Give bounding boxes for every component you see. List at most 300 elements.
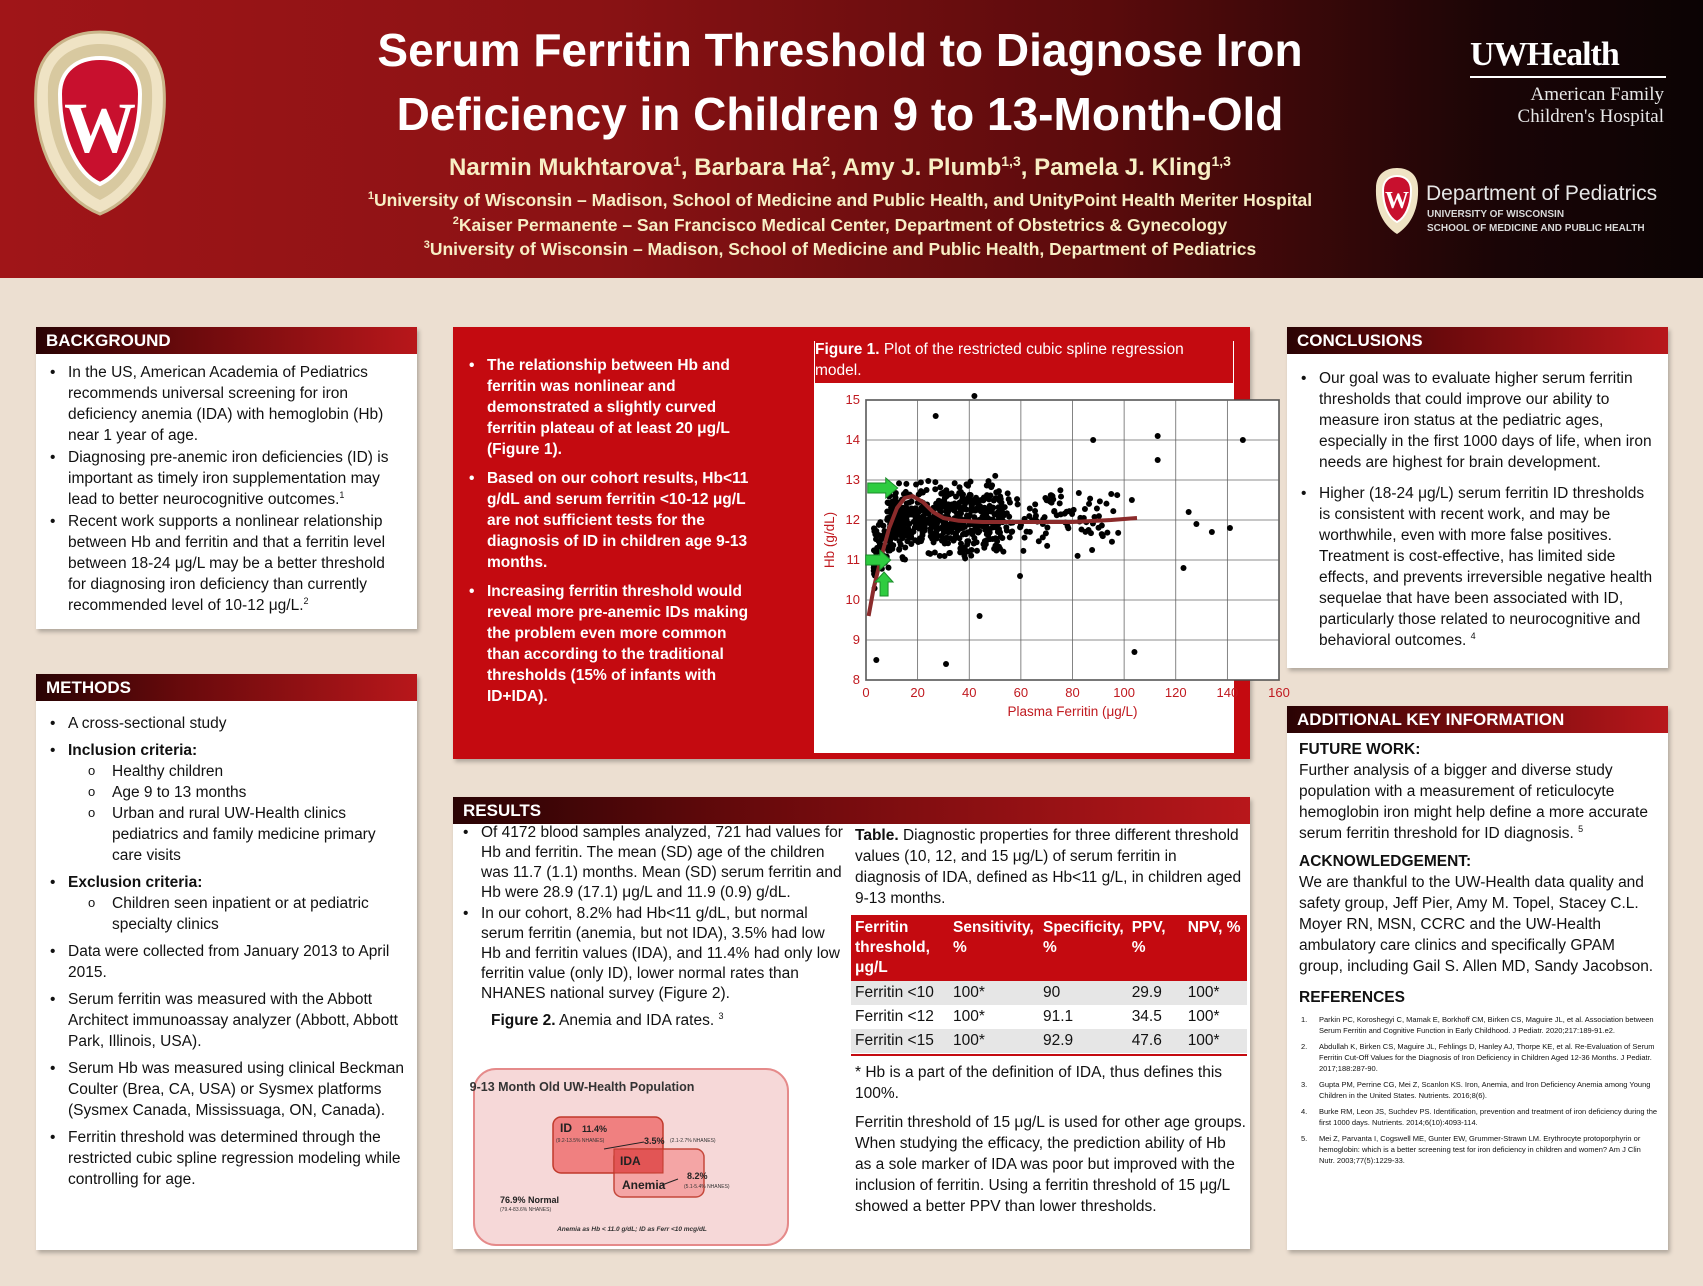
scatter-point	[977, 504, 983, 510]
reference-item	[1299, 1014, 1658, 1036]
background-body	[36, 354, 417, 616]
scatter-point	[1115, 530, 1121, 536]
hospital-line-1: American Family	[1530, 84, 1664, 105]
scatter-point	[971, 393, 977, 399]
scatter-point	[957, 484, 963, 490]
scatter-point	[1033, 513, 1039, 519]
author: Pamela J. Kling	[1034, 154, 1212, 181]
id-pct: 11.4%	[582, 1124, 608, 1134]
reference-item	[1299, 1133, 1658, 1166]
scatter-point	[908, 535, 914, 541]
background-heading: BACKGROUND	[36, 327, 417, 354]
citation-sup: 3	[718, 1010, 724, 1021]
scatter-point	[933, 501, 939, 507]
x-axis-label: Plasma Ferritin (μg/L)	[1007, 704, 1138, 719]
anemia-nhanes: (5.1-5.4% NHANES)	[684, 1184, 730, 1190]
scatter-point	[974, 539, 980, 545]
scatter-point	[912, 525, 918, 531]
scatter-point	[925, 478, 931, 484]
figure2-footer: Anemia as Hb < 11.0 g/dL; ID as Ferr <10 mcg/dL	[557, 1226, 707, 1233]
normal-pct: 76.9% Normal	[500, 1195, 560, 1205]
exclusion-list	[84, 893, 407, 935]
list-item-text: A cross-sectional study	[68, 715, 227, 732]
table-caption-label: Table.	[855, 827, 899, 844]
reference-text: Parkin PC, Koroshegyi C, Mamak E, Borkhoff CM, Birken CS, Maguire JL, et al. Association between Serum Ferritin and Cognitive Function in Early Childhood. J Pediatr. 2020;217:189-91.e2.	[1319, 1015, 1654, 1035]
normal-nhanes: (79.4-83.6% NHANES)	[500, 1207, 552, 1213]
scatter-point	[1020, 548, 1026, 554]
scatter-point	[1075, 553, 1081, 559]
table-header: Specificity, %	[1039, 915, 1128, 981]
reference-number: 1.	[1301, 1015, 1308, 1024]
scatter-point	[1066, 508, 1072, 514]
scatter-point	[1017, 573, 1023, 579]
id-label: ID	[560, 1121, 572, 1135]
table-cell: 100*	[949, 1029, 1039, 1053]
scatter-point	[969, 547, 975, 553]
scatter-point	[977, 613, 983, 619]
references-list	[1299, 1014, 1658, 1166]
scatter-point	[942, 523, 948, 529]
hospital-name	[1470, 84, 1670, 128]
scatter-point	[932, 486, 938, 492]
scatter-point	[915, 514, 921, 520]
scatter-point	[957, 545, 963, 551]
background-panel	[36, 327, 417, 629]
list-item: • In our cohort, 8.2% had Hb<11 g/dL, but normal serum ferritin (anemia, but not IDA), 3.5% had low Hb and ferritin values (IDA), and 11.4% had only low ferritin value (only ID), lower normal rates than NHANES national survey (Figure 2).	[461, 904, 845, 1004]
exclusion-label: Exclusion criteria:	[68, 874, 203, 891]
dept-name: Department of Pediatrics	[1426, 182, 1658, 205]
scatter-point	[893, 521, 899, 527]
scatter-point	[1003, 524, 1009, 530]
scatter-point	[902, 545, 908, 551]
scatter-point	[1097, 498, 1103, 504]
conclusions-heading: CONCLUSIONS	[1287, 327, 1668, 354]
poster-title	[250, 18, 1430, 146]
results-heading: RESULTS	[453, 797, 1250, 824]
table-cell: Ferritin <10	[851, 981, 949, 1005]
scatter-point	[1078, 526, 1084, 532]
references-label: REFERENCES	[1299, 989, 1405, 1006]
additional-info-panel	[1287, 706, 1668, 1250]
scatter-point	[918, 505, 924, 511]
scatter-point	[1114, 492, 1120, 498]
author: Narmin Mukhtarova	[449, 154, 674, 181]
scatter-point	[998, 496, 1004, 502]
reference-text: Abdullah K, Birken CS, Maguire JL, Fehlings D, Hanley AJ, Thorpe KE, et al. Re-Evaluation of Serum Ferritin Cut-Off Values for the Diagnosis of Iron Deficiency in Children Aged 12-36 Months. J Pediatr. 2017;188:287-90.	[1319, 1042, 1655, 1073]
list-item-text: Higher (18-24 μg/L) serum ferritin ID thresholds is consistent with recent work, and may be worthwhile, even with more false positives. Treatment is cost-effective, has limited side effects, and prevents irreversible negative health sequelae that have been associated with ID, particularly those related to neurocognitive and behavioral outcomes.	[1319, 485, 1653, 649]
figure2-caption	[491, 1012, 845, 1030]
results-right-column	[851, 825, 1246, 1217]
scatter-point	[1155, 433, 1161, 439]
scatter-point	[896, 480, 902, 486]
scatter-point	[918, 538, 924, 544]
scatter-point	[1087, 496, 1093, 502]
scatter-point	[1044, 543, 1050, 549]
affiliation-sup: 1	[367, 190, 374, 203]
sub-item: o Healthy children	[84, 761, 407, 782]
scatter-point	[952, 501, 958, 507]
scatter-point	[1027, 529, 1033, 535]
scatter-point	[974, 548, 980, 554]
scatter-point	[942, 553, 948, 559]
scatter-point	[1058, 494, 1064, 500]
acknowledgement-label: ACKNOWLEDGEMENT:	[1299, 853, 1472, 870]
scatter-point	[941, 500, 947, 506]
scatter-point	[887, 548, 893, 554]
results-list	[461, 823, 845, 1004]
author-sup: 2	[822, 153, 831, 169]
citation-sup: 1	[339, 489, 345, 500]
scatter-point	[999, 509, 1005, 515]
author: Amy J. Plumb	[842, 154, 1002, 181]
scatter-point	[1082, 506, 1088, 512]
scatter-point	[885, 565, 891, 571]
scatter-point	[960, 524, 966, 530]
scatter-point	[1186, 509, 1192, 515]
findings-figure-panel	[453, 327, 1290, 759]
scatter-point	[1006, 514, 1012, 520]
list-item: • Serum ferritin was measured with the Abbott Architect immunoassay analyzer (Abbott, Abbott Park, Illinois, USA).	[48, 989, 407, 1052]
affiliation-1	[250, 190, 1430, 211]
sub-item: o Children seen inpatient or at pediatric specialty clinics	[84, 893, 407, 935]
x-tick-label: 120	[1164, 685, 1187, 700]
uwhealth-wordmark: UWHealth	[1470, 36, 1619, 73]
list-item	[48, 447, 407, 510]
y-tick-label: 15	[845, 392, 860, 407]
scatter-point	[1108, 491, 1114, 497]
affiliation-2	[250, 215, 1430, 236]
y-tick-label: 9	[852, 632, 860, 647]
scatter-point	[943, 661, 949, 667]
list-item: • The relationship between Hb and ferritin was nonlinear and demonstrated a slightly curved ferritin plateau of at least 20 μg/L (Figure 1).	[467, 355, 749, 460]
logo-divider	[1470, 76, 1666, 78]
affiliation-text: Kaiser Permanente – San Francisco Medical Center, Department of Obstetrics & Gynecology	[458, 215, 1228, 235]
list-item-text: Recent work supports a nonlinear relationship between Hb and ferritin and that a ferritin level between 18-24 μg/L may be a better threshold for diagnosing iron deficiency than currently recommended level of 10-12 μg/L.	[68, 513, 386, 614]
scatter-point	[1076, 490, 1082, 496]
table-row	[851, 981, 1247, 1005]
scatter-point	[984, 492, 990, 498]
reference-text: Mei Z, Parvanta I, Cogswell ME, Gunter EW, Grummer-Strawn LM. Erythrocyte protoporphyrin or hemoglobin: which is a better screening test for iron deficiency in children and women? Am J Clin Nutr. 2003;77(5):1229-33.	[1319, 1134, 1641, 1165]
reference-number: 3.	[1301, 1080, 1308, 1089]
affiliation-text: University of Wisconsin – Madison, School of Medicine and Public Health, and UnityPoint Health Meriter Hospital	[373, 190, 1313, 210]
table-header: PPV, %	[1128, 915, 1184, 981]
scatter-point	[994, 538, 1000, 544]
dept-sub-2: SCHOOL OF MEDICINE AND PUBLIC HEALTH	[1427, 223, 1645, 234]
scatter-point	[1043, 530, 1049, 536]
table-cell: 92.9	[1039, 1029, 1128, 1053]
figure2-caption-label: Figure 2.	[491, 1012, 556, 1029]
figure1-caption-text: Plot of the restricted cubic spline regression model.	[815, 341, 1184, 379]
reference-number: 2.	[1301, 1042, 1308, 1051]
scatter-point	[961, 553, 967, 559]
scatter-point	[1094, 505, 1100, 511]
scatter-point	[972, 508, 978, 514]
table-cell: 29.9	[1128, 981, 1184, 1005]
scatter-point	[1103, 501, 1109, 507]
scatter-point	[909, 509, 915, 515]
y-tick-label: 12	[845, 512, 860, 527]
scatter-point	[960, 506, 966, 512]
list-item: • Serum Hb was measured using clinical Beckman Coulter (Brea, CA, USA) or Sysmex platforms (Sysmex Canada, Mississuaga, ON, Canada).	[48, 1058, 407, 1121]
reference-text: Gupta PM, Perrine CG, Mei Z, Scanlon KS. Iron, Anemia, and Iron Deficiency Anemia among Young Children in the United States. Nutrients. 2016;8(6).	[1319, 1080, 1651, 1100]
list-item-text: Diagnosing pre-anemic iron deficiencies (ID) is important as timely iron supplementation may lead to better neurocognitive outcomes.	[68, 449, 389, 508]
ida-nhanes: (2.1-2.7% NHANES)	[670, 1138, 716, 1144]
table-caption-text: Diagnostic properties for three different threshold values (10, 12, and 15 μg/L) of serum ferritin in diagnosis of IDA, defined as Hb<11 g/L, in children aged 9-13 months.	[855, 827, 1242, 907]
scatter-point	[1099, 522, 1105, 528]
conclusions-body	[1287, 354, 1668, 651]
scatter-point	[1007, 534, 1013, 540]
scatter-point	[880, 523, 886, 529]
scatter-point	[931, 539, 937, 545]
scatter-point	[1005, 490, 1011, 496]
scatter-point	[975, 529, 981, 535]
scatter-point	[1209, 529, 1215, 535]
x-tick-label: 140	[1216, 685, 1239, 700]
methods-heading: METHODS	[36, 674, 417, 701]
scatter-point	[873, 528, 879, 534]
scatter-point	[1155, 457, 1161, 463]
list-item	[48, 362, 407, 446]
list-item: • Of 4172 blood samples analyzed, 721 had values for Hb and ferritin. The mean (SD) age of the children was 11.7 (1.1) months. Mean (SD) serum ferritin and Hb were 28.9 (17.1) μg/L and 11.9 (0.9) g/dL.	[461, 823, 845, 903]
scatter-point	[962, 501, 968, 507]
y-axis-label: Hb (g/dL)	[822, 511, 837, 569]
acknowledgement-text: We are thankful to the UW-Health data quality and safety group, Jeff Pier, Amy M. Topel, Stacey C.L. Moyer RN, MSN, CCRC and the UW-Health ambulatory care clinics and specifically GPAM group, including Gail S. Allen MD, Sandy Jacobson.	[1299, 874, 1654, 975]
scatter-point	[902, 514, 908, 520]
scatter-point	[1104, 530, 1110, 536]
scatter-point	[931, 524, 937, 530]
list-item: • Data were collected from January 2013 to April 2015.	[48, 941, 407, 983]
x-tick-label: 40	[962, 685, 977, 700]
scatter-point	[1089, 547, 1095, 553]
scatter-point	[933, 413, 939, 419]
scatter-point	[932, 479, 938, 485]
sub-item: o Urban and rural UW-Health clinics pediatrics and family medicine primary care visits	[84, 803, 407, 866]
reference-number: 5.	[1301, 1134, 1308, 1143]
scatter-point	[961, 530, 967, 536]
hospital-line-2: Children's Hospital	[1517, 106, 1664, 127]
scatter-point	[1007, 499, 1013, 505]
scatter-point	[1044, 524, 1050, 530]
affiliation-3	[250, 239, 1430, 260]
author-list: Narmin Mukhtarova$^1$, Barbara Ha$^2$, Amy J. Plumb$^{1,3}$, Pamela J. Kling$^{1,3}$	[449, 153, 1231, 181]
author: Barbara Ha	[694, 154, 823, 181]
mini-crest-icon	[1374, 166, 1420, 236]
conclusions-list	[1299, 368, 1658, 651]
methods-body	[36, 701, 417, 1190]
reference-item	[1299, 1041, 1658, 1074]
scatter-point	[923, 509, 929, 515]
table-header: NPV, %	[1184, 915, 1247, 981]
scatter-point	[1180, 565, 1186, 571]
ida-pct: 3.5%	[644, 1136, 665, 1146]
list-item	[48, 713, 407, 734]
figure1-caption	[815, 339, 1233, 383]
reference-text: Burke RM, Leon JS, Suchdev PS. Identification, prevention and treatment of iron deficiency during the first 1000 days. Nutrients. 2014;6(10):4093-114.	[1319, 1107, 1658, 1127]
table-cell: 100*	[1184, 981, 1247, 1005]
methods-panel	[36, 674, 417, 1250]
list-item	[48, 740, 407, 866]
scatter-point	[968, 553, 974, 559]
scatter-point	[1015, 501, 1021, 507]
scatter-point	[984, 482, 990, 488]
scatter-point	[885, 499, 891, 505]
future-work-text	[1299, 760, 1658, 844]
scatter-point	[899, 535, 905, 541]
inclusion-label: Inclusion criteria:	[68, 742, 198, 759]
scatter-point	[918, 488, 924, 494]
y-tick-label: 13	[845, 472, 860, 487]
scatter-point	[1086, 501, 1092, 507]
table-row	[851, 1029, 1247, 1053]
scatter-point	[905, 527, 911, 533]
x-tick-label: 100	[1113, 685, 1135, 700]
scatter-point	[1027, 505, 1033, 511]
list-item: • Ferritin threshold was determined through the restricted cubic spline regression modeling while controlling for age.	[48, 1127, 407, 1190]
scatter-point	[969, 531, 975, 537]
id-nhanes: (9.2-13.5% NHANES)	[556, 1138, 605, 1144]
scatter-point	[996, 488, 1002, 494]
scatter-point	[965, 538, 971, 544]
table-cell: 100*	[949, 981, 1039, 1005]
list-item	[1299, 483, 1658, 651]
results-paragraph: Ferritin threshold of 15 μg/L is used for other age groups. When studying the efficacy, the prediction ability of Hb as a sole marker of IDA was poor but improved with the inclusion of ferritin. Using a ferritin threshold of 15 μg/L showed a better PPV than lower thresholds.	[855, 1114, 1246, 1215]
conclusions-panel	[1287, 327, 1668, 668]
scatter-point	[944, 492, 950, 498]
table-cell: 34.5	[1128, 1005, 1184, 1029]
author-sup: 1	[673, 153, 681, 169]
scatter-point	[918, 479, 924, 485]
author-sup: 1,3	[1211, 153, 1231, 169]
scatter-point	[919, 532, 925, 538]
list-item	[48, 872, 407, 935]
additional-body	[1287, 733, 1668, 1166]
uwhealth-logo	[1470, 36, 1670, 128]
x-tick-label: 20	[910, 685, 925, 700]
affiliation-sup: 3	[423, 239, 430, 252]
methods-list	[48, 713, 407, 1190]
x-tick-label: 60	[1013, 685, 1029, 700]
scatter-point	[1227, 525, 1233, 531]
sub-item: o Age 9 to 13 months	[84, 782, 407, 803]
uw-crest-logo	[30, 28, 170, 218]
ida-label: IDA	[620, 1154, 641, 1168]
anemia-pct: 8.2%	[687, 1171, 708, 1181]
scatter-point	[1014, 496, 1020, 502]
list-item	[48, 511, 407, 616]
scatter-point	[896, 547, 902, 553]
scatter-point	[959, 493, 965, 499]
future-work-body: Further analysis of a bigger and diverse study population with a measurement of reticulocyte hemoglobin iron might help define a more accurate serum ferritin threshold for ID diagnosis.	[1299, 762, 1648, 842]
table-row	[851, 1005, 1247, 1029]
table-cell: Ferritin <15	[851, 1029, 949, 1053]
scatter-point	[992, 473, 998, 479]
list-item: • Based on our cohort results, Hb<11 g/dL and serum ferritin <10-12 μg/L are not sufficient tests for the diagnosis of ID in children age 9-13 months.	[467, 468, 749, 573]
scatter-point	[1193, 521, 1199, 527]
scatter-point	[899, 554, 905, 560]
scatter-point	[876, 538, 882, 544]
results-panel	[453, 797, 1250, 1249]
citation-sup: 2	[303, 595, 309, 606]
dept-pediatrics-logo	[1374, 166, 1674, 240]
table-cell: 100*	[1184, 1005, 1247, 1029]
table-cell: 100*	[1184, 1029, 1247, 1053]
scatter-point	[946, 502, 952, 508]
scatter-point	[945, 540, 951, 546]
scatter-point	[873, 657, 879, 663]
scatter-point	[936, 506, 942, 512]
table-cell: 91.1	[1039, 1005, 1128, 1029]
scatter-point	[945, 529, 951, 535]
table-header: Sensitivity, %	[949, 915, 1039, 981]
scatter-point	[984, 531, 990, 537]
figure2-caption-text: Anemia and IDA rates.	[555, 1012, 715, 1029]
scatter-point	[920, 526, 926, 532]
inclusion-list	[84, 761, 407, 866]
scatter-point	[1129, 497, 1135, 503]
scatter-point	[967, 492, 973, 498]
table-footnote: * Hb is a part of the definition of IDA, thus defines this 100%.	[855, 1064, 1223, 1102]
scatter-point	[932, 550, 938, 556]
list-item	[1299, 368, 1658, 473]
scatter-point	[993, 547, 999, 553]
figure1-caption-label: Figure 1.	[815, 341, 880, 358]
scatter-point	[1086, 527, 1092, 533]
anemia-label: Anemia	[622, 1178, 666, 1192]
affiliation-sup: 2	[452, 215, 459, 228]
y-tick-label: 14	[845, 432, 860, 447]
title-line-1: Serum Ferritin Threshold to Diagnose Iron	[377, 24, 1303, 76]
scatter-point	[1051, 509, 1057, 515]
y-tick-label: 11	[846, 552, 860, 567]
figure2-title: 9-13 Month Old UW-Health Population	[469, 1080, 695, 1094]
table-cell: 47.6	[1128, 1029, 1184, 1053]
reference-number: 4.	[1301, 1107, 1308, 1116]
list-item-text: In the US, American Academia of Pediatrics recommends universal screening for iron deficiency anemia (IDA) with hemoglobin (Hb) near 1 year of age.	[68, 364, 384, 444]
scatter-point	[951, 538, 957, 544]
scatter-point	[1065, 525, 1071, 531]
scatter-point	[1048, 492, 1054, 498]
y-tick-label: 8	[852, 672, 860, 687]
table-header: Ferritin threshold, μg/L	[851, 915, 949, 981]
x-tick-label: 0	[862, 685, 870, 700]
figure2-venn-diagram	[469, 1067, 790, 1247]
scatter-point	[1096, 513, 1102, 519]
list-item: • Increasing ferritin threshold would reveal more pre-anemic IDs making the problem even more common than according to the traditional thresholds (15% of infants with ID+IDA).	[467, 581, 749, 707]
results-left-column	[461, 823, 845, 1233]
scatter-point	[946, 508, 952, 514]
reference-item	[1299, 1106, 1658, 1128]
scatter-point	[1026, 513, 1032, 519]
background-list	[48, 362, 407, 616]
future-work-label: FUTURE WORK:	[1299, 741, 1421, 758]
scatter-point	[1057, 487, 1063, 493]
scatter-point	[967, 497, 973, 503]
scatter-point	[1057, 500, 1063, 506]
table-rule	[851, 1054, 1247, 1056]
scatter-point	[985, 509, 991, 515]
scatter-point	[1032, 501, 1038, 507]
figure1-scatter-plot	[773, 385, 1290, 757]
citation-sup: 5	[1578, 823, 1584, 834]
dept-sub-1: UNIVERSITY OF WISCONSIN	[1427, 209, 1565, 220]
x-tick-label: 160	[1268, 685, 1290, 700]
scatter-point	[1090, 437, 1096, 443]
x-tick-label: 80	[1065, 685, 1080, 700]
scatter-point	[1240, 437, 1246, 443]
scatter-point	[1009, 529, 1015, 535]
scatter-point	[1109, 539, 1115, 545]
reference-item	[1299, 1079, 1658, 1101]
